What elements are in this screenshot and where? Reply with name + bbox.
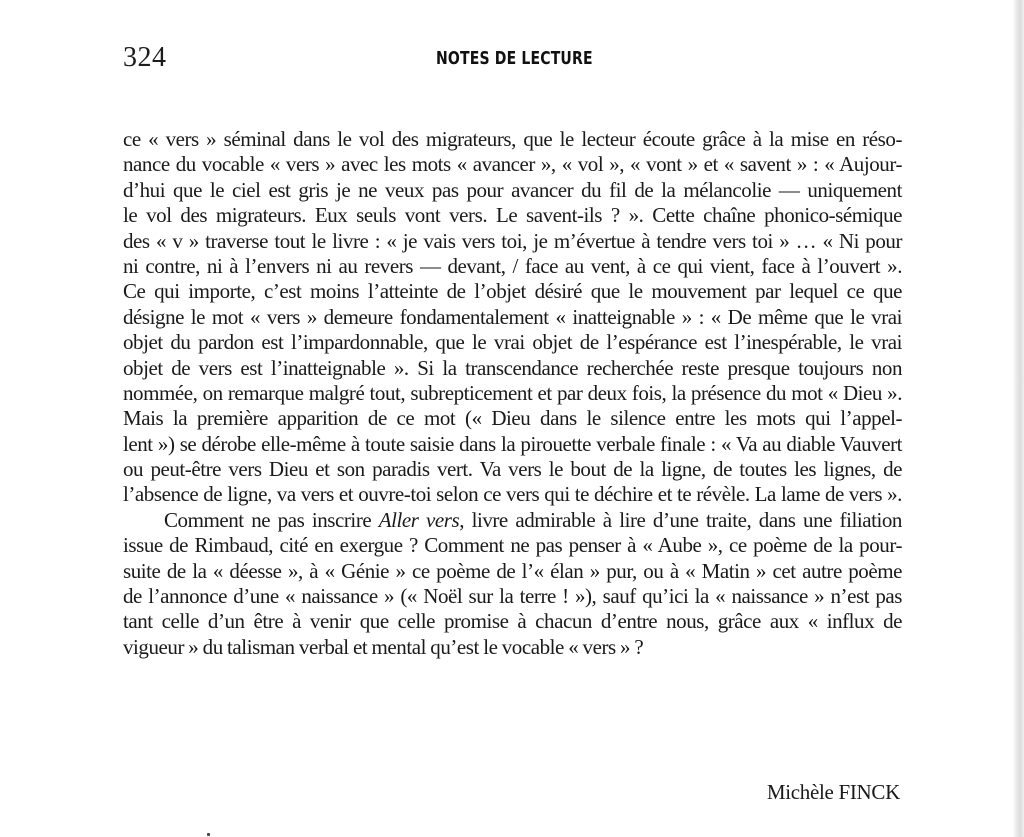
text-line: suite de la « déesse », à « Génie » ce poème de l’« élan » pur, ou à « Matin » cet autre poème bbox=[123, 558, 902, 583]
text-line: tant celle d’un être à venir que celle promise à chacun d’entre nous, grâce aux « influx de bbox=[123, 609, 902, 634]
text-line: objet du pardon est l’impardonnable, que le vrai objet de l’espérance est l’inespérable, le vrai bbox=[123, 330, 902, 355]
text-line: le vol des migrateurs. Eux seuls vont vers. Le savent-ils ? ». Cette chaîne phonico-sémique bbox=[123, 203, 902, 228]
book-title: Aller vers bbox=[378, 507, 460, 532]
body-text bbox=[123, 127, 902, 660]
text-run: , livre admirable à lire d’une traite, dans une filiation bbox=[459, 507, 902, 532]
text-line: vigueur » du talisman verbal et mental qu’est le vocable « vers » ? bbox=[123, 634, 644, 659]
text-line: ou peut-être vers Dieu et son paradis vert. Va vers le bout de la ligne, de toutes les lignes, de bbox=[123, 457, 902, 482]
text-run: Comment ne pas inscrire bbox=[164, 507, 379, 532]
text-line: ni contre, ni à l’envers ni au revers — devant, / face au vent, à ce qui vient, face à l’ouvert ». bbox=[123, 253, 902, 278]
running-head: NOTES DE LECTURE bbox=[436, 48, 593, 69]
page-number: 324 bbox=[123, 42, 167, 73]
page-edge-shadow bbox=[1012, 0, 1024, 837]
text-line: nance du vocable « vers » avec les mots « avancer », « vol », « vont » et « savent » : « Aujour- bbox=[123, 152, 902, 177]
text-line: lent ») se dérobe elle-même à toute saisie dans la pirouette verbale finale : « Va au diable Vauvert bbox=[123, 431, 902, 456]
text-line: issue de Rimbaud, cité en exergue ? Comment ne pas penser à « Aube », ce poème de la pour- bbox=[123, 533, 902, 558]
text-line: des « v » traverse tout le livre : « je vais vers toi, je m’évertue à tendre vers toi » … « Ni pour bbox=[123, 228, 902, 253]
text-line: nommée, on remarque malgré tout, subrepticement et par deux fois, la présence du mot « Dieu ». bbox=[123, 380, 902, 405]
text-line: d’hui que le ciel est gris je ne veux pas pour avancer du fil de la mélancolie — uniquement bbox=[123, 177, 902, 202]
author-signature: Michèle FINCK bbox=[766, 780, 900, 804]
scan-speck bbox=[207, 833, 210, 836]
text-line: ce « vers » séminal dans le vol des migrateurs, que le lecteur écoute grâce à la mise en réso- bbox=[123, 127, 902, 151]
text-line: Ce qui importe, c’est moins l’atteinte de l’objet désiré que le mouvement par lequel ce que bbox=[123, 279, 902, 304]
text-line: objet de vers est l’inatteignable ». Si la transcendance recherchée reste presque toujours non bbox=[123, 355, 902, 380]
text-line-paragraph-start bbox=[123, 508, 902, 533]
text-line: Mais la première apparition de ce mot (« Dieu dans le silence entre les mots qui l’appel- bbox=[123, 406, 902, 431]
text-line: l’absence de ligne, va vers et ouvre-toi selon ce vers qui te déchire et te révèle. La lame de vers ». bbox=[123, 482, 902, 507]
text-line: désigne le mot « vers » demeure fondamentalement « inatteignable » : « De même que le vrai bbox=[123, 304, 902, 329]
text-line: de l’annonce d’une « naissance » (« Noël sur la terre ! »), sauf qu’ici la « naissance » n’est pas bbox=[123, 584, 902, 609]
